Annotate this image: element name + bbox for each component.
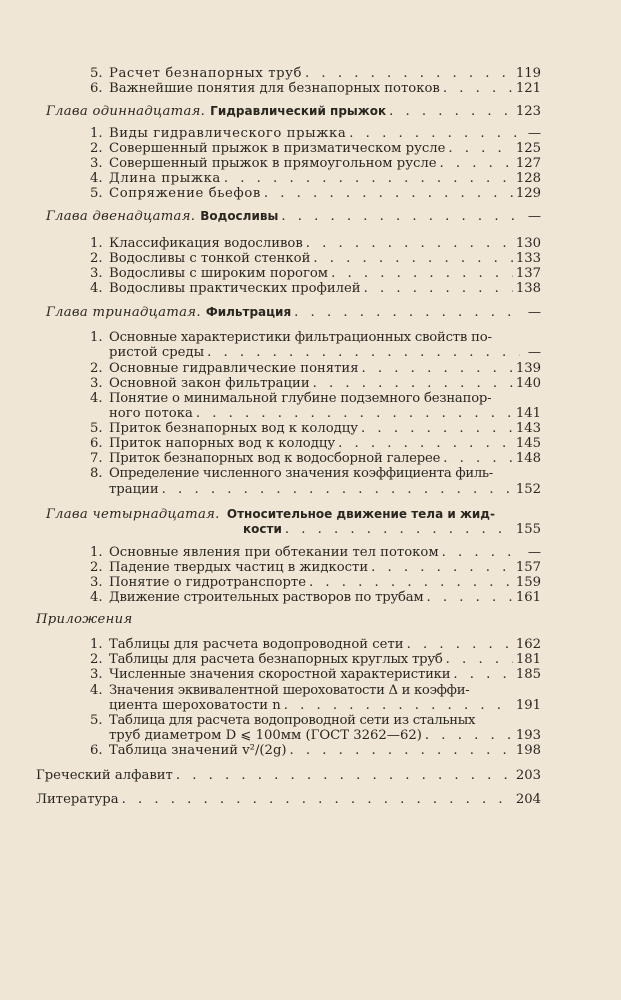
toc-entry-continued[interactable] (109, 698, 541, 713)
toc-entry[interactable] (90, 81, 541, 96)
entry-page: 181 (515, 652, 541, 667)
toc-entry[interactable] (90, 637, 541, 652)
toc-entry[interactable] (90, 683, 541, 698)
toc-entry-continued[interactable] (109, 345, 541, 360)
entry-page: 133 (515, 251, 541, 266)
entry-title: Приток безнапорных вод к колодцу (109, 421, 359, 436)
toc-entry-continued[interactable] (109, 728, 541, 743)
leader-dots (364, 281, 513, 296)
entry-number: 4. (90, 683, 103, 698)
entry-number: 1. (90, 330, 103, 345)
entry-page: 137 (515, 266, 541, 281)
leader-dots (427, 590, 513, 605)
entry-number: 6. (90, 743, 103, 758)
entry-title: ного потока (109, 406, 193, 421)
chapter-page: 123 (515, 104, 541, 119)
entry-title: Важнейшие понятия для безнапорных потоков (109, 81, 440, 96)
entry-title: Приток безнапорных вод к водосборной галерее (109, 451, 441, 466)
entry-title: Совершенный прыжок в призматическом русле (109, 141, 446, 156)
chapter-title: Гидравлический прыжок (210, 104, 387, 118)
toc-entry[interactable] (90, 667, 541, 682)
chapter-heading[interactable] (46, 305, 541, 320)
leader-dots (306, 236, 513, 251)
toc-entry[interactable] (90, 421, 541, 436)
entry-number: 3. (90, 667, 103, 682)
toc-entry[interactable] (90, 330, 541, 345)
entry-title: Таблицы для расчета безнапорных круглых труб (109, 652, 443, 667)
toc-entry[interactable] (90, 186, 541, 201)
entry-number: 2. (90, 560, 103, 575)
chapter-label: Глава тринадцатая. (46, 305, 201, 320)
entry-page: 191 (515, 698, 541, 713)
entry-title: Основные гидравлические понятия (109, 361, 359, 376)
entry-page: 203 (515, 768, 541, 783)
entry-page: 130 (515, 236, 541, 251)
entry-number: 4. (90, 590, 103, 605)
toc-entry[interactable] (90, 466, 541, 481)
entry-page: 139 (515, 361, 541, 376)
leader-dots (176, 768, 513, 783)
entry-number: 4. (90, 171, 103, 186)
leader-dots (443, 451, 513, 466)
entry-title: Понятие о минимальной глубине подземного безнапор- (109, 391, 492, 406)
entry-page: 119 (515, 66, 541, 81)
toc-entry[interactable] (90, 171, 541, 186)
chapter-label: Глава одиннадцатая. (46, 104, 206, 119)
leader-dots (362, 361, 513, 376)
entry-number: 2. (90, 652, 103, 667)
entry-number: 5. (90, 186, 103, 201)
chapter-page: 155 (515, 522, 541, 537)
entry-page: 185 (515, 667, 541, 682)
entry-title: труб диаметром D ⩽ 100мм (ГОСТ 3262—62) (109, 728, 422, 743)
entry-page: 159 (515, 575, 541, 590)
toc-entry[interactable] (90, 451, 541, 466)
leader-dots (313, 251, 512, 266)
toc-entry[interactable] (90, 391, 541, 406)
entry-title: Греческий алфавит (36, 768, 173, 783)
appendix-label: Приложения (36, 612, 133, 627)
toc-entry[interactable] (90, 141, 541, 156)
entry-number: 5. (90, 66, 103, 81)
leader-dots (313, 376, 513, 391)
entry-page: 128 (515, 171, 541, 186)
entry-page: 145 (515, 436, 541, 451)
leader-dots (281, 209, 520, 224)
leader-dots (389, 104, 513, 119)
toc-entry[interactable] (90, 251, 541, 266)
entry-page: 138 (515, 281, 541, 296)
entry-page: 193 (515, 728, 541, 743)
chapter-label: Глава двенадцатая. (46, 209, 196, 224)
chapter-heading[interactable] (46, 104, 541, 119)
entry-number: 8. (90, 466, 103, 481)
entry-title: Таблицы для расчета водопроводной сети (109, 637, 404, 652)
toc-entry[interactable] (90, 66, 541, 81)
leader-dots (305, 66, 513, 81)
entry-page: — (527, 126, 541, 141)
entry-title: Приток напорных вод к колодцу (109, 436, 336, 451)
entry-title: Сопряжение бьефов (109, 186, 261, 201)
entry-page: 162 (515, 637, 541, 652)
chapter-heading-continued[interactable] (243, 522, 541, 537)
chapter-page: — (527, 209, 541, 224)
toc-entry[interactable] (90, 590, 541, 605)
leader-dots (371, 560, 513, 575)
toc-entry[interactable] (90, 575, 541, 590)
entry-title: Совершенный прыжок в прямоугольном русле (109, 156, 437, 171)
entry-number: 1. (90, 545, 103, 560)
leader-dots (443, 81, 513, 96)
chapter-title: кости (243, 522, 282, 536)
leader-dots (122, 792, 513, 807)
toc-entry[interactable] (90, 156, 541, 171)
leader-dots (338, 436, 513, 451)
leader-dots (284, 698, 513, 713)
chapter-heading[interactable] (46, 209, 541, 224)
entry-page: 148 (515, 451, 541, 466)
leader-dots (448, 141, 512, 156)
entry-title: Основные характеристики фильтрационных свойств по- (109, 330, 492, 345)
toc-entry[interactable] (90, 652, 541, 667)
entry-number: 6. (90, 436, 103, 451)
entry-title: Основной закон фильтрации (109, 376, 310, 391)
toc-entry[interactable] (90, 266, 541, 281)
entry-page: 140 (515, 376, 541, 391)
entry-page: 143 (515, 421, 541, 436)
entry-title: Классификация водосливов (109, 236, 303, 251)
entry-number: 2. (90, 251, 103, 266)
entry-title: Таблица значений v²/(2g) (109, 743, 287, 758)
entry-title: Длина прыжка (109, 171, 221, 186)
entry-title: Водосливы практических профилей (109, 281, 361, 296)
leader-dots (349, 126, 520, 141)
chapter-page: — (527, 305, 541, 320)
entry-number: 1. (90, 236, 103, 251)
entry-page: — (527, 345, 541, 360)
entry-title: Падение твердых частиц в жидкости (109, 560, 369, 575)
leader-dots (446, 652, 513, 667)
toc-entry[interactable] (90, 361, 541, 376)
leader-dots (294, 305, 520, 320)
leader-dots (285, 522, 513, 537)
leader-dots (196, 406, 513, 421)
toc-entry-continued[interactable] (109, 482, 541, 497)
entry-number: 1. (90, 126, 103, 141)
leader-dots (264, 186, 513, 201)
entry-number: 4. (90, 281, 103, 296)
entry-page: 161 (515, 590, 541, 605)
entry-page: 121 (515, 81, 541, 96)
toc-entry-continued[interactable] (109, 406, 541, 421)
entry-number: 3. (90, 156, 103, 171)
entry-page: 127 (515, 156, 541, 171)
entry-number: 7. (90, 451, 103, 466)
entry-page: 141 (515, 406, 541, 421)
chapter-label: Глава четырнадцатая. (46, 507, 220, 522)
chapter-heading[interactable] (46, 507, 541, 522)
entry-title: Водосливы с широким порогом (109, 266, 329, 281)
entry-title: трации (109, 482, 159, 497)
entry-page: 125 (515, 141, 541, 156)
chapter-title: Водосливы (200, 209, 279, 223)
toc-entry[interactable] (90, 743, 541, 758)
entry-page: 157 (515, 560, 541, 575)
entry-number: 3. (90, 266, 103, 281)
entry-title: Литература (36, 792, 119, 807)
toc-entry[interactable] (90, 560, 541, 575)
entry-page: — (527, 545, 541, 560)
toc-entry[interactable] (90, 713, 541, 728)
entry-number: 3. (90, 575, 103, 590)
leader-dots (425, 728, 513, 743)
entry-title: Таблица для расчета водопроводной сети из стальных (109, 713, 476, 728)
toc-entry[interactable] (90, 436, 541, 451)
entry-number: 2. (90, 141, 103, 156)
entry-title: ристой среды (109, 345, 205, 360)
toc-entry-greek-alphabet[interactable] (36, 768, 541, 783)
entry-title: Расчет безнапорных труб (109, 66, 303, 81)
entry-title: Движение строительных растворов по трубам (109, 590, 424, 605)
leader-dots (407, 637, 513, 652)
entry-title: Численные значения скоростной характеристики (109, 667, 451, 682)
leader-dots (442, 545, 520, 560)
toc-entry[interactable] (90, 236, 541, 251)
toc-entry[interactable] (90, 376, 541, 391)
leader-dots (309, 575, 513, 590)
entry-page: 152 (515, 482, 541, 497)
toc-entry-literature[interactable] (36, 792, 541, 807)
leader-dots (440, 156, 513, 171)
leader-dots (331, 266, 513, 281)
leader-dots (453, 667, 513, 682)
entry-title: Значения эквивалентной шероховатости Δ и коэффи- (109, 683, 470, 698)
entry-page: 204 (515, 792, 541, 807)
leader-dots (224, 171, 513, 186)
entry-number: 5. (90, 713, 103, 728)
leader-dots (207, 345, 520, 360)
entry-title: Водосливы с тонкой стенкой (109, 251, 311, 266)
entry-number: 5. (90, 421, 103, 436)
entry-page: 129 (515, 186, 541, 201)
entry-number: 6. (90, 81, 103, 96)
entry-page: 198 (515, 743, 541, 758)
entry-number: 2. (90, 361, 103, 376)
chapter-title: Фильтрация (205, 305, 292, 319)
entry-title: Основные явления при обтекании тел потоком (109, 545, 439, 560)
appendix-heading[interactable] (36, 612, 132, 627)
toc-entry[interactable] (90, 545, 541, 560)
entry-number: 3. (90, 376, 103, 391)
entry-title: Определение численного значения коэффициента филь- (109, 466, 493, 481)
leader-dots (162, 482, 513, 497)
entry-title: циента шероховатости n (109, 698, 281, 713)
entry-title: Понятие о гидротранспорте (109, 575, 307, 590)
entry-number: 1. (90, 637, 103, 652)
entry-number: 4. (90, 391, 103, 406)
entry-title: Виды гидравлического прыжка (109, 126, 347, 141)
toc-entry[interactable] (90, 281, 541, 296)
leader-dots (290, 743, 513, 758)
toc-entry[interactable] (90, 126, 541, 141)
leader-dots (361, 421, 513, 436)
chapter-title: Относительное движение тела и жид- (226, 507, 495, 521)
